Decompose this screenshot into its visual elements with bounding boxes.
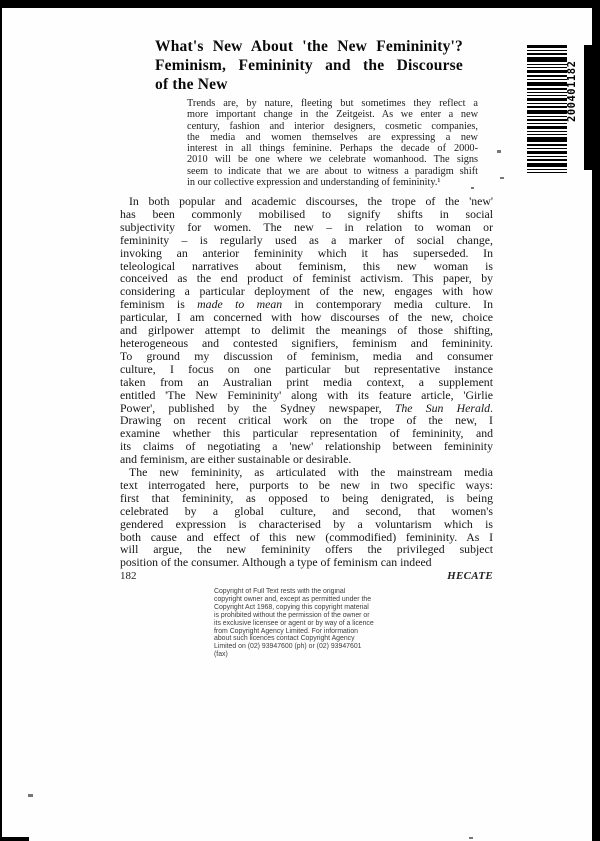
- text-line: culture, I focus on one particular but representative instance: [120, 361, 493, 376]
- text-line: gendered expression is characterised by a voluntarism which is: [120, 516, 493, 531]
- text-line: and girlpower attempt to delimit the meanings of those shifting,: [120, 323, 493, 338]
- barcode-bar: [527, 123, 567, 124]
- text-line: Feminism, Femininity and the Discourse: [155, 57, 463, 74]
- text-line: first that femininity, as opposed to being denigrated, is being: [120, 490, 493, 505]
- text-line: copyright owner and, except as permitted under the: [214, 595, 372, 603]
- barcode-bar: [527, 50, 567, 51]
- text-line: both cause and effect of this new (commodified) femininity. As I: [120, 529, 493, 544]
- article-title: [155, 37, 463, 94]
- barcode-bar: [527, 53, 567, 55]
- text-line: particular, I am concerned with how discourses of the new, choice: [120, 310, 493, 325]
- text-line: In both popular and academic discourses, the trope of the 'new': [129, 194, 493, 208]
- text-line: The new femininity, as articulated with the mainstream media: [129, 465, 493, 480]
- text-line: celebrated by a global culture, and second, that women's: [120, 503, 493, 518]
- barcode-bar: [527, 156, 567, 157]
- barcode-bar: [527, 57, 567, 62]
- scan-speck: [497, 150, 501, 153]
- text-line: To ground my discussion of feminism, media and consumer: [120, 348, 493, 363]
- text-line: will argue, the new femininity offers the privileged subject: [120, 542, 493, 557]
- text-line: its claims of negotiating a 'new' relationship between femininity: [120, 439, 493, 454]
- barcode-bar: [527, 144, 567, 146]
- text-line: Trends are, by nature, fleeting but sometimes they reflect a: [187, 98, 478, 109]
- text-line: conceived as the end product of feminist activism. This paper, by: [120, 271, 493, 286]
- text-line: century, fashion and interior designers, cosmetic companies,: [187, 120, 478, 132]
- body-paragraph-1: [120, 195, 493, 466]
- barcode-bar: [527, 106, 567, 108]
- text-line: and feminism, are either sustainable or desirable.: [120, 452, 352, 467]
- barcode-bar: [527, 82, 567, 86]
- barcode-bar: [527, 159, 567, 161]
- text-line: What's New About 'the New Femininity'?: [155, 38, 463, 55]
- barcode-number: 200401182: [566, 60, 578, 122]
- barcode-bar: [527, 67, 567, 68]
- barcode-bar: [527, 151, 567, 154]
- body-paragraph-2: [120, 466, 493, 569]
- text-line: invoking an anterior femininity which it has superseded. In: [120, 245, 493, 260]
- barcode-bar: [527, 64, 567, 65]
- article-body: [120, 195, 493, 569]
- page-number: 182: [120, 570, 137, 582]
- text-line: examine whether this particular representation of femininity, and: [120, 426, 493, 441]
- text-line: taken from an Australian print media context, a supplement: [120, 374, 493, 389]
- barcode-bar: [527, 116, 567, 117]
- text-line: seem to indicate that we are about to witness a paradigm shift: [187, 165, 478, 177]
- text-line: Copyright of Full Text rests with the original: [214, 588, 346, 595]
- text-line: from Copyright Agency Limited. For information: [214, 627, 358, 635]
- barcode-bar: [527, 98, 567, 101]
- scan-edge-top: [0, 0, 600, 8]
- barcode-bar: [527, 75, 567, 77]
- text-line: (fax): [214, 651, 228, 659]
- barcode-bar: [527, 45, 567, 48]
- text-line: subjectivity for women. The new – in relation to woman or: [120, 219, 493, 234]
- barcode-bar: [527, 137, 567, 142]
- scan-edge-right-wide: [584, 45, 600, 170]
- barcode-bar: [527, 169, 567, 170]
- text-line: the media and women themselves are expressing a new: [187, 131, 478, 143]
- text-line: feminism is made to mean in contemporary media culture. In: [120, 297, 493, 312]
- barcode-bar: [527, 70, 567, 73]
- text-line: about such licences contact Copyright Agency: [214, 635, 355, 643]
- scan-edge-left: [0, 0, 2, 841]
- text-line: Copyright Act 1968, copying this copyright material: [214, 603, 369, 611]
- barcode-bar: [527, 131, 567, 132]
- copyright-stamp: [214, 588, 376, 659]
- text-line: interest in all things feminine. Perhaps the decade of 2000-: [187, 143, 478, 154]
- barcode: [527, 45, 567, 173]
- text-line: is prohibited without the permission of the owner or: [214, 611, 370, 619]
- text-line: its exclusive licensee or agent or by way of a licence: [214, 619, 374, 627]
- text-line: heterogeneous and contested signifiers, feminism and femininity.: [120, 335, 493, 350]
- barcode-bar: [527, 126, 567, 129]
- barcode-bar: [527, 148, 567, 149]
- barcode-bar: [527, 92, 567, 93]
- text-line: text interrogated here, purports to be new in two specific ways:: [120, 477, 493, 492]
- text-line: more important change in the Zeitgeist. As we enter a new: [187, 109, 478, 121]
- barcode-bar: [527, 79, 567, 80]
- scan-speck: [469, 837, 473, 839]
- text-line: entitled 'The New Femininity' along with its feature article, 'Girlie: [120, 387, 493, 402]
- epigraph-quote: [187, 98, 478, 188]
- text-line: femininity – is regularly used as a marker of social change,: [120, 232, 493, 247]
- scan-edge-bottom: [0, 837, 29, 841]
- barcode-bar: [527, 95, 567, 96]
- barcode-bar: [527, 88, 567, 90]
- text-line: teleological narratives about feminism, this new woman is: [120, 258, 493, 273]
- barcode-bar: [527, 119, 567, 121]
- scan-speck: [28, 794, 33, 797]
- text-line: in our collective expression and understanding of femininity.¹: [187, 176, 441, 188]
- text-line: of the New: [155, 76, 228, 93]
- barcode-bar: [527, 103, 567, 104]
- barcode-bar: [527, 172, 567, 173]
- text-line: Drawing on recent critical work on the trope of the new, I: [120, 413, 493, 428]
- text-line: 2010 will be one where we celebrate womanhood. The signs: [187, 154, 478, 166]
- journal-name: HECATE: [447, 570, 493, 582]
- text-line: position of the consumer. Although a type of feminism can indeed: [120, 555, 432, 570]
- page-footer: [120, 570, 493, 582]
- text-line: considering a particular deployment of the new, engages with how: [120, 284, 493, 299]
- barcode-bar: [527, 110, 567, 114]
- text-line: Limited on (02) 93947600 (ph) or (02) 93947601: [214, 643, 362, 651]
- text-line: has been commonly mobilised to signify shifts in social: [120, 206, 493, 221]
- scan-speck: [500, 177, 504, 179]
- text-line: Power', published by the Sydney newspaper, The Sun Herald.: [120, 400, 493, 415]
- barcode-bar: [527, 134, 567, 135]
- barcode-bar: [527, 163, 567, 167]
